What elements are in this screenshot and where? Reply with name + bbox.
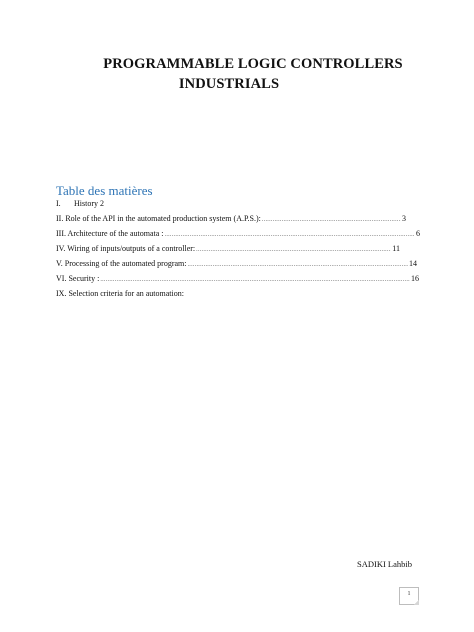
toc-entry-selection-criteria[interactable] [56, 289, 256, 299]
toc-entry-page: 11 [392, 244, 400, 253]
toc-entry-page: 14 [409, 259, 417, 268]
toc-entry-architecture[interactable] [56, 229, 420, 239]
toc-entry-history[interactable] [56, 199, 176, 209]
toc-leader-dots [188, 259, 409, 269]
toc-entry-page: 16 [411, 274, 419, 283]
document-title-line-1: PROGRAMMABLE LOGIC CONTROLLERS [103, 56, 403, 72]
toc-entry-text: II. Role of the API in the automated production system (A.P.S.): [56, 214, 261, 223]
toc-entry-text: VI. Security : [56, 274, 100, 283]
toc-leader-dots [100, 274, 410, 284]
toc-leader-dots [262, 214, 401, 224]
toc-entry-processing[interactable] [56, 259, 417, 269]
toc-entry-numeral: I. [56, 199, 61, 208]
toc-entry-text: III. Architecture of the automata : [56, 229, 164, 238]
author-name: SADIKI Lahbib [356, 559, 412, 569]
toc-heading: Table des matières [56, 183, 153, 198]
toc-entry-text: IX. Selection criteria for an automation: [56, 289, 184, 298]
toc-entry-text: IV. Wiring of inputs/outputs of a controller: [56, 244, 196, 253]
toc-leader-dots [196, 244, 391, 254]
toc-entry-wiring[interactable] [56, 244, 400, 254]
toc-entry-role-of-api[interactable] [56, 214, 406, 224]
page-number: 1 [407, 591, 411, 597]
page-number-box [399, 587, 419, 605]
toc-entry-text: History 2 [74, 199, 104, 208]
toc-entry-page: 3 [402, 214, 406, 223]
toc-entry-security[interactable] [56, 274, 419, 284]
toc-entry-page: 6 [416, 229, 420, 238]
toc-leader-dots [165, 229, 415, 239]
toc-entry-text: V. Processing of the automated program: [56, 259, 187, 268]
document-title-line-2: INDUSTRIALS [178, 76, 280, 92]
